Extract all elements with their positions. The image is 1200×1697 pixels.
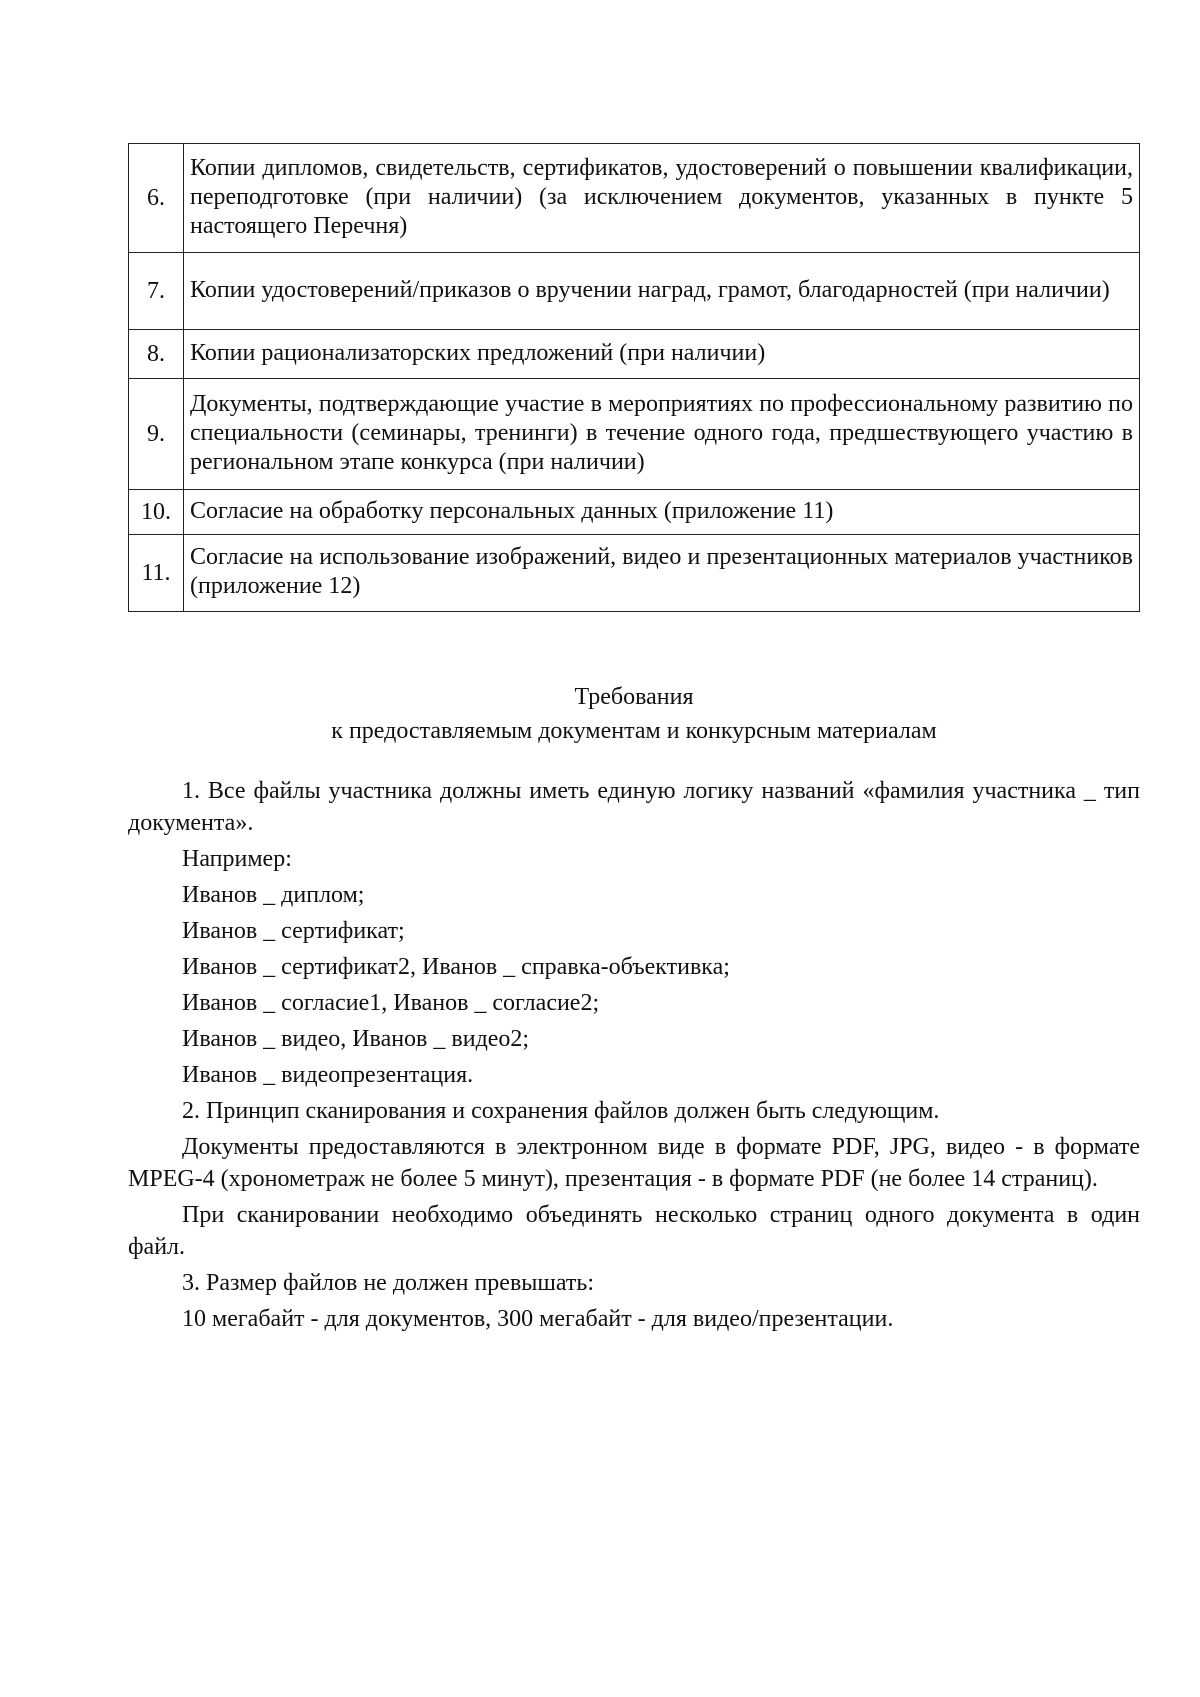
paragraph: Документы предоставляются в электронном виде в формате PDF, JPG, видео - в формате MPEG-4 (хронометраж не более 5 минут), презентация - в формате PDF (не более 14 страниц). bbox=[128, 1134, 1141, 1192]
row-text: Копии дипломов, свидетельств, сертификатов, удостоверений о повышении квалификации, переподготовке (при наличии) (за исключением документов, указанных в пункте 5 настоящего Перечня) bbox=[184, 144, 1140, 253]
documents-table bbox=[128, 143, 1140, 612]
row-text: Копии рационализаторских предложений (при наличии) bbox=[184, 330, 1140, 379]
row-number: 11. bbox=[129, 535, 184, 612]
section-heading bbox=[128, 680, 1140, 748]
paragraph: Например: bbox=[182, 846, 292, 872]
row-text: Согласие на обработку персональных данных (приложение 11) bbox=[184, 490, 1140, 535]
paragraph: Иванов _ диплом; bbox=[182, 882, 365, 908]
requirements-text bbox=[128, 775, 1140, 1339]
table-row bbox=[129, 379, 1140, 490]
row-text: Документы, подтверждающие участие в мероприятиях по профессиональному развитию по специальности (семинары, тренинги) в течение одного года, предшествующего участию в региональном этапе конкурса (при наличии) bbox=[184, 379, 1140, 490]
heading-title: Требования bbox=[574, 684, 694, 710]
paragraph: Иванов _ видеопрезентация. bbox=[182, 1062, 474, 1088]
table-row bbox=[129, 144, 1140, 253]
row-text: Копии удостоверений/приказов о вручении наград, грамот, благодарностей (при наличии) bbox=[184, 253, 1140, 330]
row-number: 9. bbox=[129, 379, 184, 490]
table-row bbox=[129, 253, 1140, 330]
row-number: 7. bbox=[129, 253, 184, 330]
paragraph: 2. Принцип сканирования и сохранения файлов должен быть следующим. bbox=[182, 1098, 940, 1124]
paragraph: При сканировании необходимо объединять несколько страниц одного документа в один файл. bbox=[128, 1202, 1140, 1260]
table-row bbox=[129, 490, 1140, 535]
table-row bbox=[129, 330, 1140, 379]
paragraph: Иванов _ сертификат; bbox=[182, 918, 405, 944]
paragraph: Иванов _ согласие1, Иванов _ согласие2; bbox=[182, 990, 600, 1016]
paragraph: 3. Размер файлов не должен превышать: bbox=[182, 1270, 595, 1296]
table-row bbox=[129, 535, 1140, 612]
row-number: 6. bbox=[129, 144, 184, 253]
paragraph: 1. Все файлы участника должны иметь единую логику названий «фамилия участника _ тип документа». bbox=[128, 778, 1140, 836]
row-number: 8. bbox=[129, 330, 184, 379]
heading-subtitle: к предоставляемым документам и конкурсным материалам bbox=[331, 718, 937, 744]
row-number: 10. bbox=[129, 490, 184, 535]
row-text: Согласие на использование изображений, видео и презентационных материалов участников (приложение 12) bbox=[184, 535, 1140, 612]
paragraph: 10 мегабайт - для документов, 300 мегабайт - для видео/презентации. bbox=[182, 1306, 894, 1332]
paragraph: Иванов _ сертификат2, Иванов _ справка-объективка; bbox=[182, 954, 730, 980]
paragraph: Иванов _ видео, Иванов _ видео2; bbox=[182, 1026, 530, 1052]
